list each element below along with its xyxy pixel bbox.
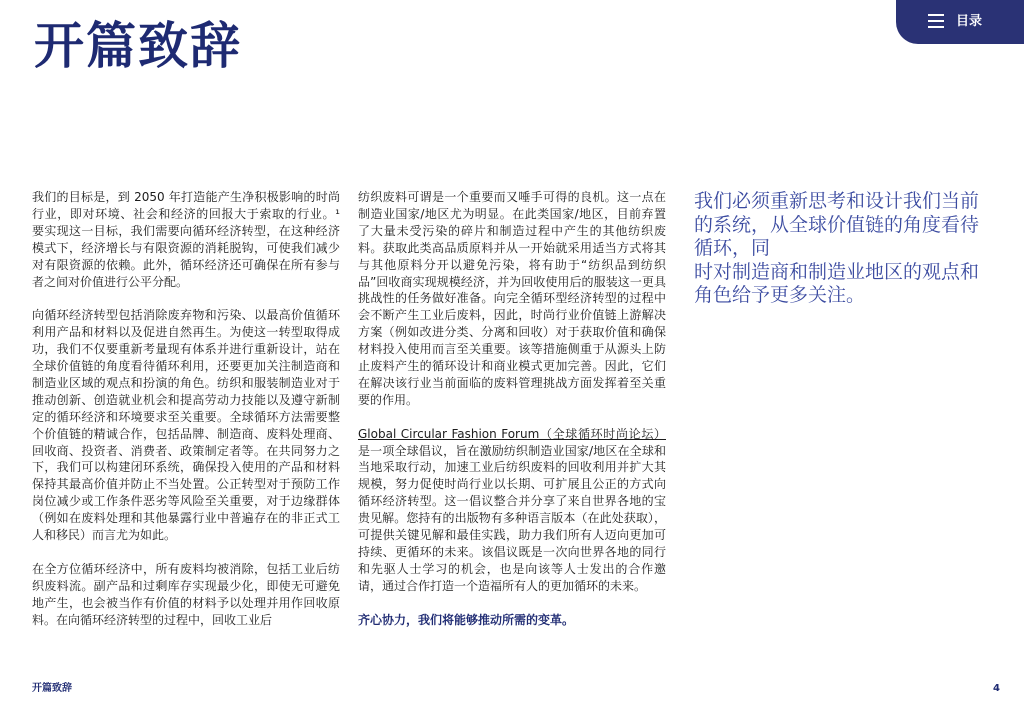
paragraph: 我们的目标是，到 2050 年打造能产生净积极影响的时尚行业，即对环境、社会和经济的回报大于索取的行业。¹ 要实现这一目标，我们需要向循环经济转型，在这种经济模式下，经济增长与有限资源的消耗脱钩，可使我们减少对有限资源的依赖。此外，循环经济还可确保在所有参与者之间对价值进行公平分配。 xyxy=(32,190,340,289)
footer-section-label: 开篇致辞 xyxy=(32,683,72,694)
paragraph: 在全方位循环经济中，所有废料均被消除，包括工业后纺织废料流。副产品和过剩库存实现最少化，即使无可避免地产生，也会被当作有价值的材料予以处理并用作回收原料。在向循环经济转型的过程中，回收工业后 xyxy=(32,561,340,627)
paragraph xyxy=(358,426,666,595)
pull-quote-line: 我们必须重新思考和设计我们当前的系统，从全球价值链的角度看待循环，同 xyxy=(694,190,980,259)
toc-button[interactable] xyxy=(896,0,1024,44)
menu-icon xyxy=(928,14,944,28)
forum-link[interactable]: Global Circular Fashion Forum（全球循环时尚论坛） xyxy=(358,426,666,441)
pull-quote-line: 时对制造商和制造业地区的观点和角色给予更多关注。 xyxy=(694,260,980,306)
toc-label: 目录 xyxy=(956,14,983,29)
body-column-2 xyxy=(358,189,666,645)
closing-statement: 齐心协力，我们将能够推动所需的变革。 xyxy=(358,612,575,627)
page-title: 开篇致辞 xyxy=(34,17,242,75)
body-column-1 xyxy=(32,189,340,645)
page-number: 4 xyxy=(993,683,1000,694)
pull-quote xyxy=(694,190,994,308)
paragraph-text: 是一项全球倡议，旨在激励纺织制造业国家/地区在全球和当地采取行动，加速工业后纺织废料的回收利用并扩大其规模，努力促使时尚行业以长期、可扩展且公正的方式向循环经济转型。这一倡议整合并分享了来自世界各地的宝贵见解。您持有的出版物有多种语言版本（在此处获取），可提供关键见解和最佳实践，助力我们所有人迈向更加可持续、更循环的未来。该倡议既是一次向世界各地的同行和先驱人士学习的机会，也是向该等人士发出的合作邀请，通过合作打造一个造福所有人的更加循环的未来。 xyxy=(358,443,666,593)
paragraph: 向循环经济转型包括消除废弃物和污染、以最高价值循环利用产品和材料以及促进自然再生。为使这一转型取得成功，我们不仅要重新考量现有体系并进行重新设计，站在全球价值链的角度看待循环利用，还要更加关注制造商和制造业区域的观点和扮演的角色。纺织和服装制造业对于推动创新、创造就业机会和提高劳动力技能以及遵守新制定的循环经济和环境要求至关重要。全球循环方法需要整个价值链的精诚合作，包括品牌、制造商、废料处理商、回收商、投资者、消费者、政策制定者等。在共同努力之下，我们可以构建闭环系统，确保投入使用的产品和材料保持其最高价值并防止不当处置。公正转型对于预防工作岗位减少或工作条件恶劣等风险至关重要，对于边缘群体（例如在废料处理和其他暴露行业中普遍存在的非正式工人和移民）而言尤为如此。 xyxy=(32,308,340,543)
paragraph: 纺织废料可谓是一个重要而又唾手可得的良机。这一点在制造业国家/地区尤为明显。在此类国家/地区，目前弃置了大量未受污染的碎片和制造过程中产生的其他纺织废料。获取此类高品质原料并从一开始就采用适当方式将其与其他原料分开以避免污染，将有助于“纺织品到纺织品”回收商实现规模经济，并为回收使用后的服装这一更具挑战性的任务做好准备。向完全循环型经济转型的过程中会不断产生工业后废料，因此，时尚行业价值链上游解决方案（例如改进分类、分离和回收）对于获取价值和确保材料投入使用而言至关重要。该等措施侧重于从源头上防止废料产生的循环设计和商业模式更加完善。因此，它们在解决该行业当前面临的废料管理挑战方面发挥着至关重要的作用。 xyxy=(358,190,666,407)
